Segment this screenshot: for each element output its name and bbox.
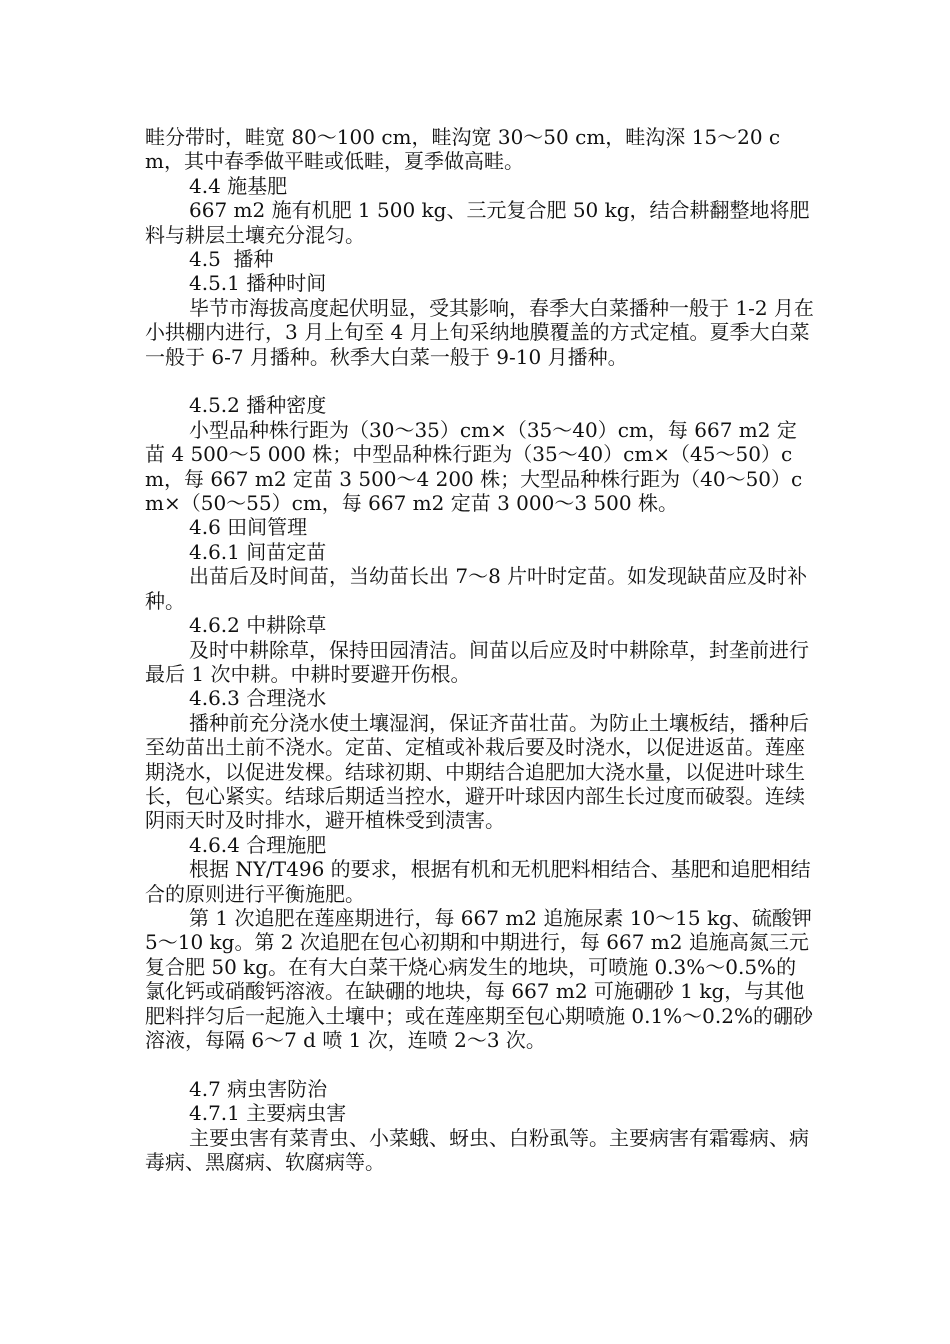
body-paragraph: 根据 NY/T496 的要求，根据有机和无机肥料相结合、基肥和追肥相结合的原则进行平衡施肥。	[145, 857, 811, 906]
section-heading: 4.5.2 播种密度	[189, 393, 327, 418]
body-paragraph: 667 m2 施有机肥 1 500 kg、三元复合肥 50 kg，结合耕翻整地将肥料与耕层土壤充分混匀。	[145, 198, 810, 247]
body-paragraph: 播种前充分浇水使土壤湿润，保证齐苗壮苗。为防止土壤板结，播种后至幼苗出土前不浇水。定苗、定植或补栽后要及时浇水，以促进返苗。莲座期浇水，以促进发棵。结球初期、中期结合追肥加大浇水量，以促进叶球生长，包心紧实。结球后期适当控水，避开叶球因内部生长过度而破裂。连续阴雨天时及时排水，避开植株受到渍害。	[145, 710, 809, 833]
section-heading: 4.5.1 播种时间	[189, 271, 327, 296]
section-heading: 4.5 播种	[189, 247, 274, 272]
section-heading: 4.6.2 中耕除草	[189, 613, 327, 638]
section-heading: 4.6.1 间苗定苗	[189, 539, 327, 564]
body-paragraph: 小型品种株行距为（30～35）cm×（35～40）cm，每 667 m2 定苗 4 500～5 000 株；中型品种株行距为（35～40）cm×（45～50）cm，每 667 m2 定苗 3 500～4 200 株；大型品种株行距为（40～50）cm×（50～55）cm，每 667 m2 定苗 3 000～3 500 株。	[145, 417, 803, 516]
section-heading: 4.7 病虫害防治	[189, 1076, 328, 1101]
section-heading: 4.6 田间管理	[189, 515, 308, 540]
body-paragraph: 毕节市海拔高度起伏明显，受其影响，春季大白菜播种一般于 1-2 月在小拱棚内进行，3 月上旬至 4 月上旬采纳地膜覆盖的方式定植。夏季大白菜一般于 6-7 月播种。秋季大白菜一般于 9-10 月播种。	[145, 295, 814, 369]
body-paragraph: 出苗后及时间苗，当幼苗长出 7～8 片叶时定苗。如发现缺苗应及时补种。	[145, 564, 808, 613]
blank-line	[145, 1052, 815, 1076]
body-paragraph: 畦分带时，畦宽 80～100 cm，畦沟宽 30～50 cm，畦沟深 15～20 cm，其中春季做平畦或低畦，夏季做高畦。	[145, 125, 781, 174]
section-heading: 4.6.3 合理浇水	[189, 686, 327, 711]
document-body	[145, 125, 819, 1175]
section-heading: 4.7.1 主要病虫害	[189, 1101, 347, 1126]
section-heading: 4.6.4 合理施肥	[189, 832, 327, 857]
blank-line	[145, 369, 815, 393]
body-paragraph: 及时中耕除草，保持田园清洁。间苗以后应及时中耕除草，封垄前进行最后 1 次中耕。中耕时要避开伤根。	[145, 637, 809, 686]
section-heading: 4.4 施基肥	[189, 173, 288, 198]
body-paragraph: 主要虫害有菜青虫、小菜蛾、蚜虫、白粉虱等。主要病害有霜霉病、病毒病、黑腐病、软腐病等。	[145, 1125, 809, 1175]
body-paragraph: 第 1 次追肥在莲座期进行，每 667 m2 追施尿素 10～15 kg、硫酸钾 5～10 kg。第 2 次追肥在包心初期和中期进行，每 667 m2 追施高氮三元复合肥 50 kg。在有大白菜干烧心病发生的地块，可喷施 0.3%～0.5%的氯化钙或硝酸钙溶液。在缺硼的地块，每 667 m2 可施硼砂 1 kg，与其他肥料拌匀后一起施入土壤中；或在莲座期至包心期喷施 0.1%～0.2%的硼砂溶液，每隔 6～7 d 喷 1 次，连喷 2～3 次。	[145, 905, 819, 1053]
